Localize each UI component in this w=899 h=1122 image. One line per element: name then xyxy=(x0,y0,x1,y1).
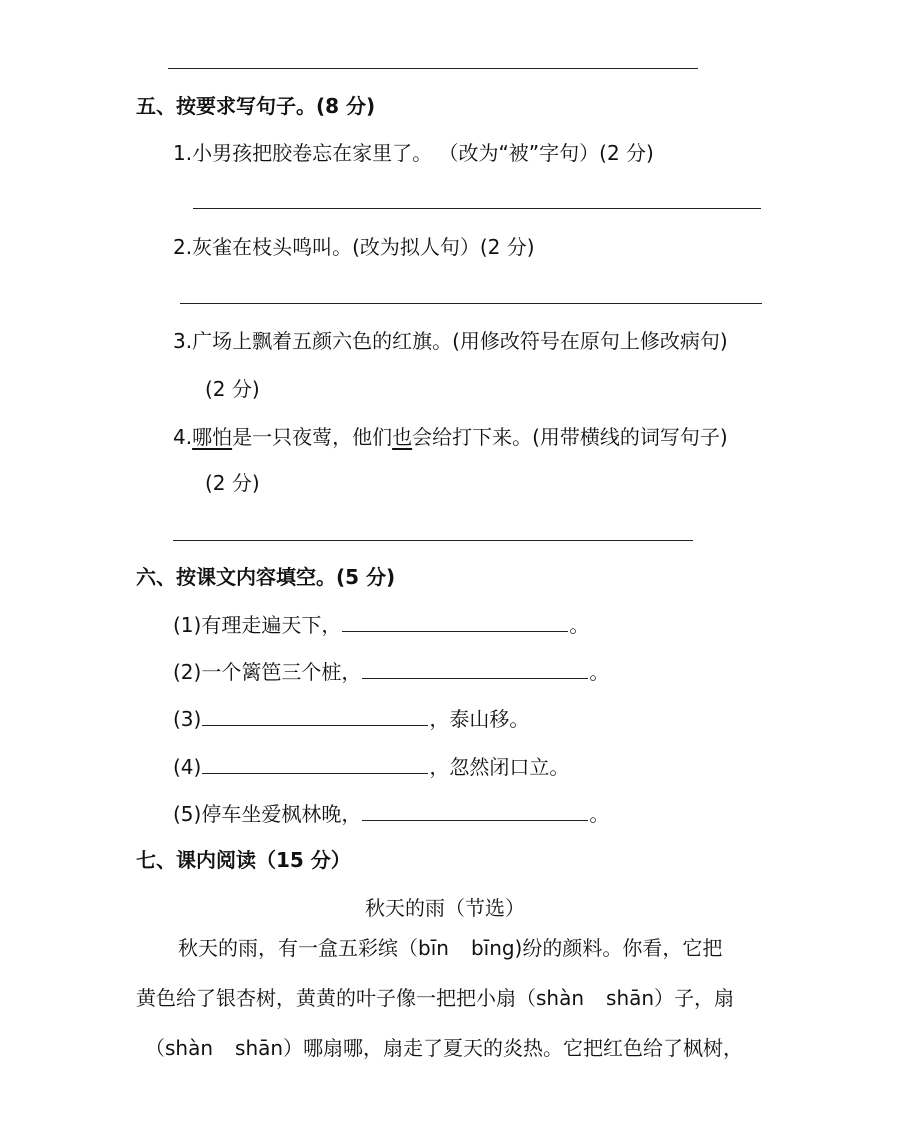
fill-blank[interactable] xyxy=(362,658,588,679)
fill-item-text: (4) xyxy=(173,755,202,779)
passage-text: 哪扇哪，扇走了夏天的炎热。它把红色给了枫树， xyxy=(303,1036,744,1060)
fill-item-1 xyxy=(173,611,589,639)
s5-question-2: 2.灰雀在枝头鸣叫。(改为拟人句）(2 分) xyxy=(173,235,535,259)
q4-number: 4. xyxy=(173,425,193,449)
fill-item-end: ，忽然闭口立。 xyxy=(429,755,570,779)
fill-item-text: (5)停车坐爱枫林晚， xyxy=(173,802,362,826)
passage-line-2 xyxy=(136,984,734,1012)
pinyin: shān） xyxy=(235,1036,304,1060)
passage-text: 秋天的雨，有一盒五彩缤 xyxy=(178,936,398,960)
fill-item-text: (2)一个篱笆三个桩， xyxy=(173,660,362,684)
s5-answer-line-1 xyxy=(193,208,761,209)
s5-question-1: 1.小男孩把胶卷忘在家里了。 （改为“被”字句）(2 分) xyxy=(173,141,654,165)
s5-question-4-score: (2 分) xyxy=(205,471,260,495)
passage-text: 纷的颜料。你看，它把 xyxy=(522,936,723,960)
fill-blank[interactable] xyxy=(202,753,428,774)
fill-item-4 xyxy=(173,753,569,781)
pinyin: （bīn xyxy=(398,936,449,960)
pinyin: （shàn xyxy=(516,986,585,1010)
fill-blank[interactable] xyxy=(362,800,588,821)
s5-question-4 xyxy=(173,423,728,451)
pinyin: bīng) xyxy=(470,936,523,960)
fill-item-2 xyxy=(173,658,609,686)
q4-rest: 会给打下来。(用带横线的词写句子) xyxy=(412,425,728,449)
section-7-heading: 七、课内阅读（15 分） xyxy=(136,848,351,872)
passage-line-1 xyxy=(178,934,722,962)
passage-text: 子，扇 xyxy=(674,986,735,1010)
q4-underlined-word-1: 哪怕 xyxy=(192,425,233,449)
s5-answer-line-2 xyxy=(180,303,762,304)
fill-item-end: ，泰山移。 xyxy=(429,707,530,731)
q4-middle: 是一只夜莺，他们 xyxy=(232,425,393,449)
s5-question-3: 3.广场上飘着五颜六色的红旗。(用修改符号在原句上修改病句) xyxy=(173,329,728,353)
fill-item-end: 。 xyxy=(589,802,610,826)
fill-item-text: (1)有理走遍天下， xyxy=(173,613,342,637)
fill-blank[interactable] xyxy=(342,611,568,632)
fill-item-end: 。 xyxy=(589,660,610,684)
fill-item-5 xyxy=(173,800,609,828)
section-6-heading: 六、按课文内容填空。(5 分) xyxy=(136,565,396,589)
answer-line-top xyxy=(168,68,698,69)
passage-text: 黄色给了银杏树，黄黄的叶子像一把把小扇 xyxy=(136,986,516,1010)
pinyin: （shàn xyxy=(145,1036,214,1060)
q4-underlined-word-2: 也 xyxy=(392,425,413,449)
fill-item-3 xyxy=(173,705,529,733)
fill-item-text: (3) xyxy=(173,707,202,731)
fill-item-end: 。 xyxy=(569,613,590,637)
pinyin: shān） xyxy=(606,986,675,1010)
passage-title: 秋天的雨（节选） xyxy=(365,896,525,920)
section-5-heading: 五、按要求写句子。(8 分) xyxy=(136,94,376,118)
s5-answer-line-4 xyxy=(173,540,693,541)
s5-question-3-score: (2 分) xyxy=(205,377,260,401)
fill-blank[interactable] xyxy=(202,705,428,726)
passage-line-3 xyxy=(145,1034,743,1062)
